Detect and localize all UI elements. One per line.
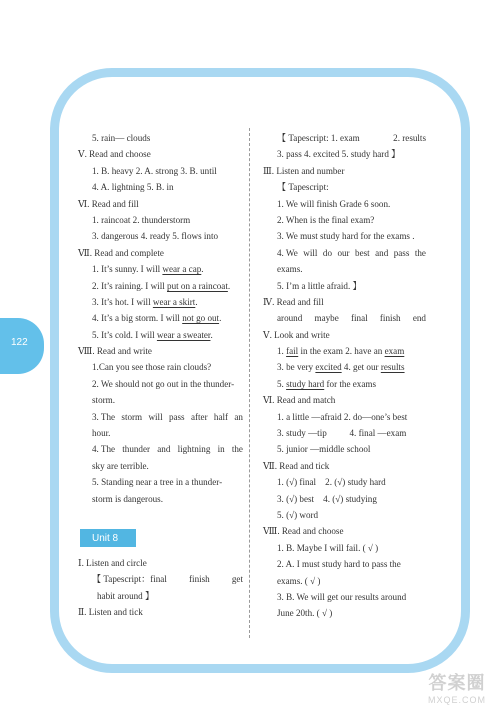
word: in: [217, 444, 225, 455]
unit-label: Unit 8: [80, 529, 136, 547]
underlined-answer: exam: [384, 346, 405, 357]
text: .: [210, 329, 213, 340]
word: do: [322, 247, 332, 258]
underlined-answer: results: [380, 362, 405, 373]
underlined-answer: put on a raincoat: [167, 280, 228, 291]
section-heading: Ⅱ. Listen and tick: [78, 607, 143, 618]
word: best: [355, 247, 370, 258]
answer-line: [78, 409, 243, 425]
word: our: [337, 247, 350, 258]
answer-line: exams. ( √ ): [277, 575, 321, 586]
text: .: [227, 280, 231, 291]
answer-line: 1. a little —afraid 2. do—one’s best: [277, 411, 408, 422]
underlined-answer: wear a skirt: [152, 296, 196, 307]
answer-line: [78, 327, 243, 343]
text: 4. It’s a big storm. I will: [92, 313, 183, 324]
word: 【 Tapescript：final: [92, 574, 167, 585]
left-column: [78, 130, 243, 621]
word: after: [190, 411, 208, 422]
word: will: [303, 247, 318, 258]
section-heading: Ⅵ. Read and match: [263, 395, 336, 406]
answer-line: 3. dangerous 4. ready 5. flows into: [92, 231, 219, 242]
text: 3. It’s hot. I will: [92, 296, 153, 307]
word: thunder: [122, 444, 151, 455]
word: get: [231, 574, 243, 585]
word: 【 Tapescript: 1. exam: [277, 133, 360, 143]
answer-line: [263, 359, 426, 375]
underlined-answer: wear a sweater: [156, 329, 211, 340]
text: for the exams: [324, 378, 376, 389]
answer-line: [78, 278, 243, 294]
section-heading: Ⅲ. Listen and number: [263, 165, 345, 176]
answer-line: [78, 571, 243, 587]
text: 4. get our: [341, 362, 381, 373]
word: lightning: [177, 444, 211, 455]
text: in the exam 2. have an: [298, 346, 385, 357]
word: 2. results: [393, 133, 426, 143]
word: pass: [393, 247, 410, 258]
answer-line: [263, 245, 426, 261]
text: 5.: [277, 378, 287, 389]
answer-line: 5. I’m a little afraid. 】: [277, 280, 362, 291]
answer-line: storm.: [92, 395, 115, 406]
section-heading: Ⅰ. Listen and circle: [78, 557, 147, 568]
word: storm: [121, 411, 143, 422]
answer-line: 【 Tapescript:: [277, 182, 329, 193]
answer-line: habit around 】: [97, 590, 155, 601]
answer-line: 1. (√) final 2. (√) study hard: [277, 477, 386, 488]
word: the: [231, 444, 243, 455]
answer-line: [263, 376, 426, 392]
answer-line: exams.: [277, 264, 303, 275]
text: 1. It’s sunny. I will: [92, 264, 163, 275]
word: final: [350, 313, 368, 324]
answer-line: [78, 310, 243, 326]
answer-line: [263, 343, 426, 359]
answer-line: [263, 130, 426, 146]
word: and: [375, 247, 389, 258]
answer-line: 2. When is the final exam?: [277, 214, 375, 225]
watermark: [428, 669, 486, 705]
word: finish: [189, 574, 210, 585]
answer-line: 1. We will finish Grade 6 soon.: [277, 198, 391, 209]
word: 4. The: [92, 444, 116, 455]
watermark-title: 答案圈: [428, 673, 486, 693]
answer-line: 3. We must study hard for the exams .: [277, 231, 415, 242]
text: .: [219, 313, 222, 324]
answer-line: 1. raincoat 2. thunderstorm: [92, 214, 191, 225]
section-heading: Ⅴ. Read and choose: [78, 149, 151, 160]
text: .: [201, 264, 204, 275]
column-divider: [249, 128, 250, 638]
answer-line: 1.Can you see those rain clouds?: [92, 362, 212, 373]
section-heading: Ⅶ. Read and tick: [263, 460, 330, 471]
underlined-answer: study hard: [286, 378, 325, 389]
answer-line: 3. B. We will get our results around: [277, 591, 407, 602]
answer-line: 3. study —tip 4. final —exam: [277, 428, 407, 439]
text: .: [195, 296, 198, 307]
right-column: [263, 130, 426, 622]
underlined-answer: wear a cap: [162, 264, 202, 275]
word: 4. We: [277, 247, 298, 258]
text: 5. It’s cold. I will: [92, 329, 157, 340]
answer-line: 5. (√) word: [277, 509, 319, 520]
word: 3. The: [92, 411, 116, 422]
answer-line: 4. A. lightning 5. B. in: [92, 182, 174, 193]
answer-line: hour.: [92, 428, 111, 439]
answer-line: 5. Standing near a tree in a thunder-: [92, 477, 223, 488]
word: an: [234, 411, 243, 422]
page-number: 122: [11, 337, 28, 348]
answer-line: 3. pass 4. excited 5. study hard 】: [277, 149, 401, 160]
watermark-url: MXQE.COM: [427, 695, 486, 705]
word: half: [213, 411, 229, 422]
section-heading: Ⅷ. Read and choose: [263, 526, 344, 537]
section-heading: Ⅵ. Read and fill: [78, 198, 139, 209]
answer-line: [78, 261, 243, 277]
answer-line: 5. rain— clouds: [92, 133, 151, 143]
text: 3. be very: [277, 362, 316, 373]
word: finish: [379, 313, 401, 324]
answer-line: 3. (√) best 4. (√) studying: [277, 493, 377, 504]
underlined-answer: not go out: [182, 313, 220, 324]
underlined-answer: fail: [286, 346, 299, 357]
answer-line: 1. B. Maybe I will fail. ( √ ): [277, 542, 379, 553]
answer-line: storm is dangerous.: [92, 493, 163, 504]
word: and: [157, 444, 171, 455]
word: around: [277, 313, 303, 324]
text: 1.: [277, 346, 287, 357]
text: 2. It’s raining. I will: [92, 280, 168, 291]
unit-header: [78, 529, 243, 549]
section-heading: Ⅳ. Read and fill: [263, 296, 324, 307]
answer-line: 2. A. I must study hard to pass the: [277, 559, 401, 570]
word: the: [414, 247, 426, 258]
answer-line: [78, 441, 243, 457]
answer-line: 1. B. heavy 2. A. strong 3. B. until: [92, 165, 217, 176]
word: end: [412, 313, 426, 324]
answer-line: 5. junior —middle school: [277, 444, 371, 455]
section-heading: Ⅷ. Read and write: [78, 346, 152, 357]
answer-line: sky are terrible.: [92, 460, 149, 471]
section-heading: Ⅴ. Look and write: [263, 329, 330, 340]
answer-line: June 20th. ( √ ): [277, 608, 333, 619]
answer-line: [78, 294, 243, 310]
word: pass: [168, 411, 185, 422]
answer-line: [263, 310, 426, 326]
section-heading: Ⅶ. Read and complete: [78, 247, 164, 258]
word: maybe: [314, 313, 339, 324]
word: will: [148, 411, 163, 422]
answer-line: 2. We should not go out in the thunder-: [92, 378, 235, 389]
underlined-answer: excited: [315, 362, 342, 373]
